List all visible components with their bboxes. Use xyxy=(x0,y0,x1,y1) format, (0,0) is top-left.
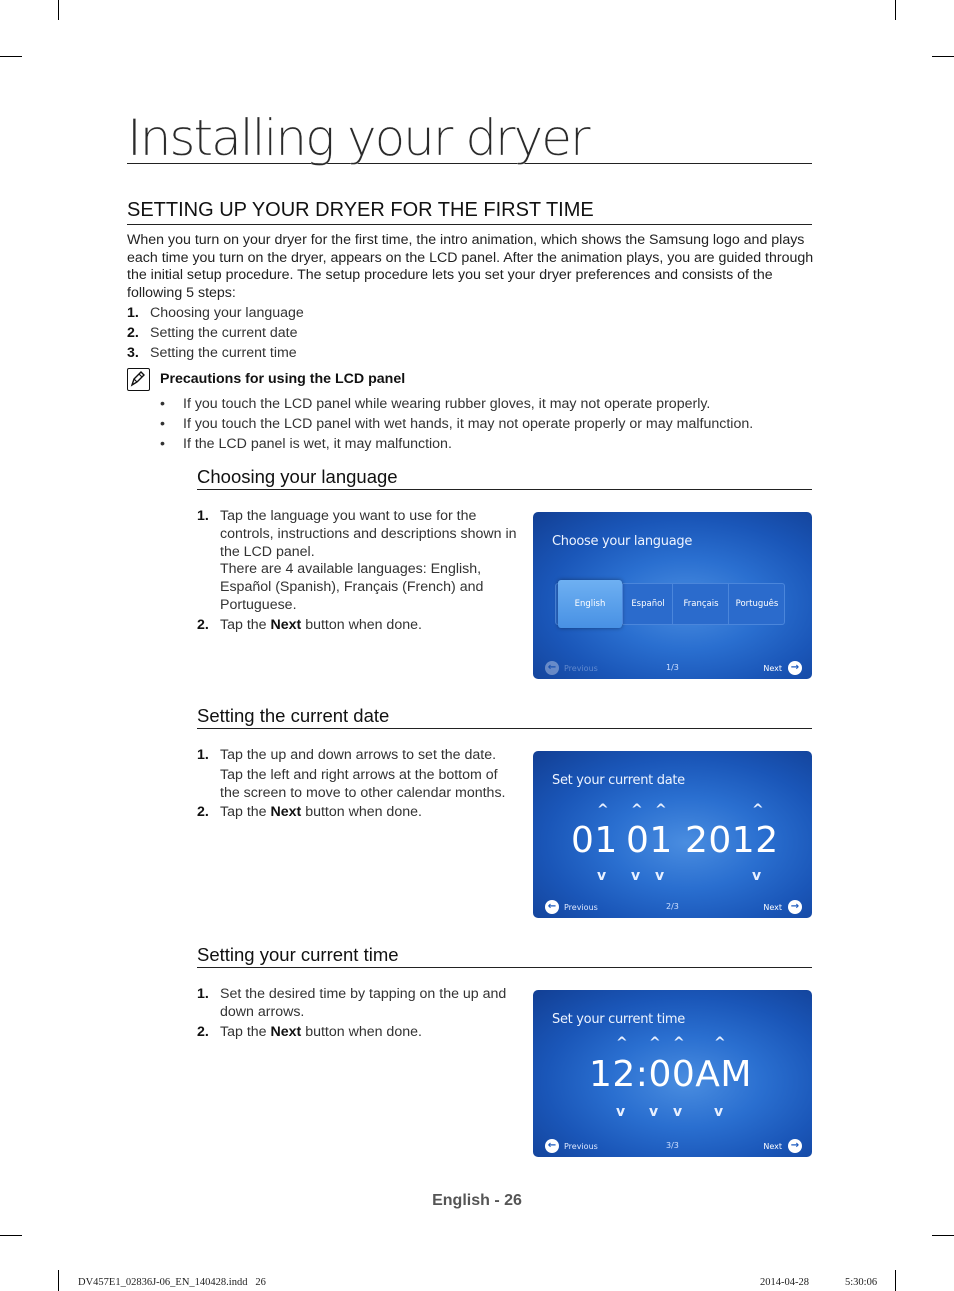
list-item: • If the LCD panel is wet, it may malfunction. xyxy=(160,436,452,452)
day-up-arrow-icon[interactable]: ^ xyxy=(655,802,667,818)
day-down-arrow-icon[interactable]: v xyxy=(631,868,641,884)
screen-footer xyxy=(533,894,812,918)
time-value: 12:00AM xyxy=(589,1054,752,1095)
list-item: 2. Tap the Next button when done. xyxy=(197,804,422,821)
hour-down-arrow-icon[interactable]: v xyxy=(616,1104,626,1120)
language-selector xyxy=(555,583,785,625)
month-down-arrow-icon[interactable]: v xyxy=(597,868,607,884)
page-footer: English - 26 xyxy=(432,1192,522,1209)
list-item: • If you touch the LCD panel while wearing rubber gloves, it may not operate properly. xyxy=(160,396,711,412)
section-heading: SETTING UP YOUR DRYER FOR THE FIRST TIME xyxy=(127,198,812,225)
time-heading: Setting your current time xyxy=(197,944,812,968)
screen-footer xyxy=(533,655,812,679)
list-item: 1. Choosing your language xyxy=(127,305,304,321)
date-screen xyxy=(533,751,812,918)
next-button[interactable]: Next → xyxy=(763,1139,802,1153)
print-time: 5:30:06 xyxy=(845,1277,878,1288)
list-item: 1. Tap the language you want to use for the controls, instructions and descriptions shown in the LCD panel. There are 4 available languages: English, Español (Spanish), Français (French) and Portuguese. xyxy=(197,508,517,613)
crop-mark xyxy=(932,56,954,57)
page-indicator: 1/3 xyxy=(666,663,679,672)
intro-paragraph: When you turn on your dryer for the first time, the intro animation, which shows the Samsung logo and plays each time you turn on the dryer, appears on the LCD panel. After the animation plays, you are guided through the initial setup procedure. The setup procedure lets you set your dryer preferences and consists of the following 5 steps: xyxy=(127,232,814,301)
page-indicator: 2/3 xyxy=(666,902,679,911)
list-item: 2. Setting the current date xyxy=(127,325,298,341)
language-option-portugues[interactable]: Português xyxy=(728,584,785,624)
setup-steps-list xyxy=(127,303,304,363)
crop-mark xyxy=(58,1270,59,1291)
arrow-right-icon: → xyxy=(788,661,802,675)
hour-up-arrow-icon[interactable]: ^ xyxy=(616,1035,628,1051)
previous-button[interactable]: ← Previous xyxy=(545,1139,598,1153)
month-value: 01 xyxy=(571,820,618,861)
next-button[interactable]: Next → xyxy=(763,661,802,675)
day-down-arrow-icon[interactable]: v xyxy=(655,868,665,884)
month-up-arrow-icon[interactable]: ^ xyxy=(597,802,609,818)
year-down-arrow-icon[interactable]: v xyxy=(752,868,762,884)
crop-mark xyxy=(0,56,22,57)
day-value: 01 xyxy=(626,820,673,861)
previous-button[interactable]: ← Previous xyxy=(545,900,598,914)
language-option-francais[interactable]: Français xyxy=(672,584,729,624)
crop-mark xyxy=(895,1270,896,1291)
previous-button[interactable]: ← Previous xyxy=(545,661,598,675)
date-heading: Setting the current date xyxy=(197,705,812,729)
screen-title: Choose your language xyxy=(552,534,693,549)
day-up-arrow-icon[interactable]: ^ xyxy=(631,802,643,818)
crop-mark xyxy=(895,0,896,20)
screen-title: Set your current time xyxy=(552,1012,685,1027)
year-value: 2012 xyxy=(685,820,779,861)
next-button[interactable]: Next → xyxy=(763,900,802,914)
list-item: 1. Tap the up and down arrows to set the date. Tap the left and right arrows at the bottom of the screen to move to other calendar months. xyxy=(197,747,506,801)
print-file-info: DV457E1_02836J-06_EN_140428.indd 26 xyxy=(78,1277,266,1288)
note-title: Precautions for using the LCD panel xyxy=(160,371,406,387)
date-steps xyxy=(197,747,517,824)
page-title: Installing your dryer xyxy=(127,112,812,164)
crop-mark xyxy=(932,1235,954,1236)
screen-title: Set your current date xyxy=(552,773,685,788)
ampm-down-arrow-icon[interactable]: v xyxy=(714,1104,724,1120)
screen-footer xyxy=(533,1133,812,1157)
ampm-up-arrow-icon[interactable]: ^ xyxy=(714,1035,726,1051)
language-screen xyxy=(533,512,812,679)
minute-up-arrow-icon[interactable]: ^ xyxy=(673,1035,685,1051)
arrow-right-icon: → xyxy=(788,1139,802,1153)
language-option-english[interactable]: English xyxy=(558,580,622,628)
minute-down-arrow-icon[interactable]: v xyxy=(673,1104,683,1120)
page-indicator: 3/3 xyxy=(666,1141,679,1150)
arrow-left-icon: ← xyxy=(545,661,559,675)
year-up-arrow-icon[interactable]: ^ xyxy=(752,802,764,818)
note-pencil-icon xyxy=(127,368,150,391)
language-heading: Choosing your language xyxy=(197,466,812,490)
print-date: 2014-04-28 xyxy=(760,1277,809,1288)
time-steps xyxy=(197,986,517,1043)
list-item: 2. Tap the Next button when done. xyxy=(197,1023,422,1040)
minute-up-arrow-icon[interactable]: ^ xyxy=(649,1035,661,1051)
list-item: 3. Setting the current time xyxy=(127,345,297,361)
crop-mark xyxy=(58,0,59,20)
time-screen xyxy=(533,990,812,1157)
list-item: 1. Set the desired time by tapping on the up and down arrows. xyxy=(197,986,507,1020)
arrow-left-icon: ← xyxy=(545,900,559,914)
language-option-espanol[interactable]: Español xyxy=(622,584,673,624)
arrow-left-icon: ← xyxy=(545,1139,559,1153)
arrow-right-icon: → xyxy=(788,900,802,914)
precautions-list xyxy=(160,394,753,454)
minute-down-arrow-icon[interactable]: v xyxy=(649,1104,659,1120)
list-item: • If you touch the LCD panel with wet hands, it may not operate properly or may malfunction. xyxy=(160,416,754,432)
list-item: 2. Tap the Next button when done. xyxy=(197,616,422,633)
crop-mark xyxy=(0,1235,22,1236)
language-steps xyxy=(197,508,527,637)
